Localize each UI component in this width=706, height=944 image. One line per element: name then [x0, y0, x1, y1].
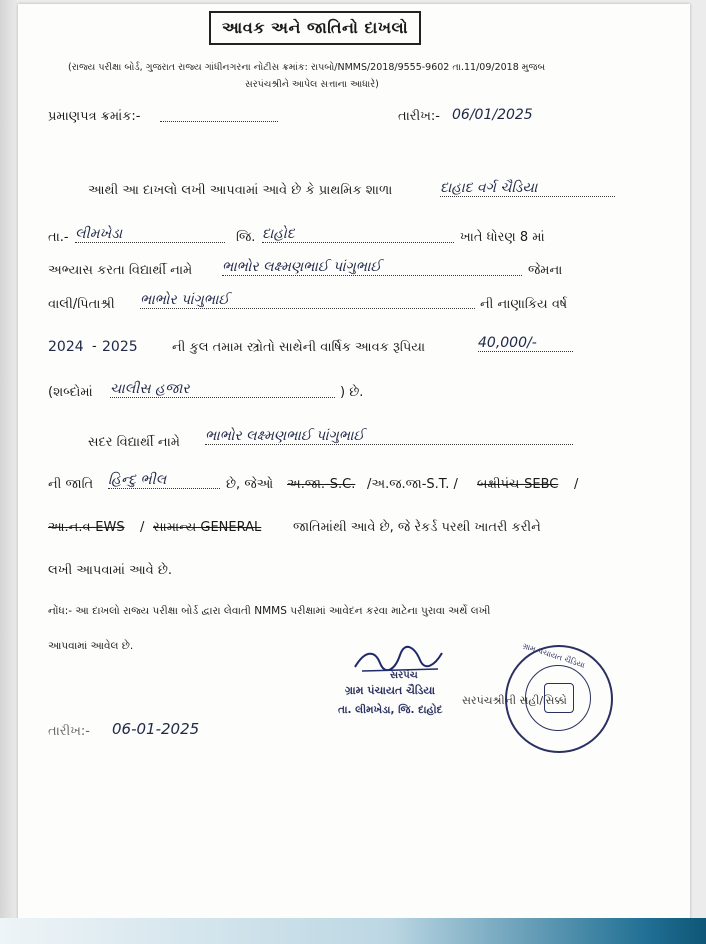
parent-label: વાલી/પિતાશ્રી — [48, 297, 115, 312]
closing-text: લખી આપવામાં આવે છે. — [48, 563, 173, 578]
caste-end: જાતિમાંથી આવે છે, જે રેકર્ડ પરથી ખાતરી કરીને — [293, 520, 541, 535]
ews-option: આ.ન.વ-EWS — [48, 520, 125, 535]
student-label-2: સદર વિદ્યાર્થી નામે — [88, 435, 180, 450]
taluka-label: તા.- — [48, 230, 69, 245]
panchayat-seal — [505, 641, 613, 753]
district-label: જિ. — [236, 230, 256, 245]
sebc-option: બક્ષીપંચ-SEBC — [477, 477, 559, 492]
slash: / — [574, 477, 579, 492]
district-value: દાહોદ — [262, 226, 454, 243]
date-value: 06/01/2025 — [452, 107, 533, 123]
seal-emblem-icon — [544, 683, 574, 713]
words-value: ચાલીસ હજાર — [110, 381, 335, 398]
year-dash: - — [92, 339, 97, 354]
words-label: (શબ્દોમાં — [48, 385, 93, 400]
footer-date-label: તારીખ:- — [48, 724, 90, 739]
certificate-page — [18, 4, 690, 938]
seal-inner-ring — [525, 665, 591, 731]
sign-line-1: ગ્રામ પંચાયત ચૈડિયા — [345, 684, 436, 697]
income-value: 40,000/- — [478, 335, 573, 352]
reference-line-2: સરપંચશ્રીને આપેલ સત્તાના આધારે) — [245, 79, 379, 90]
sign-overlay: સરપંચશ્રીની સહી/સિક્કો — [462, 694, 567, 707]
scan-bottom-strip — [0, 918, 706, 944]
reference-line-1: (રાજ્ય પરીક્ષા બોર્ડ, ગુજરાત રાજ્ય ગાંધીનગરના નોટીસ ક્રમાંક: રાપબો/NMMS/2018/9555-9602 તા.11/09/2018 મુજબ — [68, 62, 546, 73]
student-name: ભાભોર લક્ષ્મણભાઈ પાંગુભાઈ — [222, 259, 522, 276]
certificate-title — [209, 11, 421, 45]
footer-date-value: 06-01-2025 — [112, 720, 200, 738]
std-text: ખાતે ધોરણ 8 માં — [460, 230, 545, 245]
scan-left-edge — [0, 0, 18, 944]
seal-text: ગ્રામ પંચાયત ચૈડિયા — [521, 641, 587, 670]
fy-text: ની નાણાકિય વર્ષ — [480, 297, 568, 312]
student-label: અભ્યાસ કરતા વિદ્યાર્થી નામે — [48, 263, 193, 278]
year-to: 2025 — [102, 339, 138, 355]
caste-mid: છે, જેઓ — [226, 477, 274, 492]
parent-name: ભાભોર પાંગુભાઈ — [140, 292, 475, 309]
income-text: ની કુલ તમામ સ્ત્રોતો સાથેની વાર્ષિક આવક રૂપિયા — [172, 340, 426, 355]
school-name: દાહાદ વર્ગ ચૈડિયા — [440, 180, 615, 197]
slash-2: / — [140, 520, 145, 535]
sc-option: અ.જા.-S.C. — [287, 477, 356, 492]
birth-text: જેમના — [528, 263, 563, 278]
caste-value: હિન્દુ ભીલ — [108, 472, 220, 489]
certificate-title-text: આવક અને જાતિનો દાખલો — [221, 18, 409, 37]
note-line-2: આપવામાં આવેલ છે. — [48, 640, 134, 652]
year-from: 2024 — [48, 339, 84, 355]
sign-title: સરપંચ — [390, 670, 418, 681]
general-option: સામાન્ય GENERAL — [153, 520, 262, 535]
date-label: તારીખ:- — [398, 109, 440, 124]
cert-no-label: પ્રમાણપત્ર ક્રમાંક:- — [48, 109, 141, 124]
intro-text: આથી આ દાખલો લખી આપવામાં આવે છે કે પ્રાથમિક શાળા — [88, 183, 393, 198]
words-close: ) છે. — [340, 385, 364, 400]
cert-no-field — [160, 121, 278, 122]
student-name-2: ભાભોર લક્ષ્મણભાઈ પાંગુભાઈ — [205, 428, 573, 445]
st-option: /અ.જ.જા-S.T. / — [367, 477, 458, 492]
caste-prefix: ની જાતિ — [48, 477, 94, 492]
note-line-1: નોંધ:- આ દાખલો રાજ્ય પરીક્ષા બોર્ડ દ્વારા લેવાતી NMMS પરીક્ષામાં આવેદન કરવા માટેના પુરાવા અર્થે લખી — [48, 605, 491, 617]
taluka-value: લીમખેડા — [75, 226, 225, 243]
sign-line-2: તા. લીમખેડા, જિ. દાહોદ — [338, 704, 443, 716]
